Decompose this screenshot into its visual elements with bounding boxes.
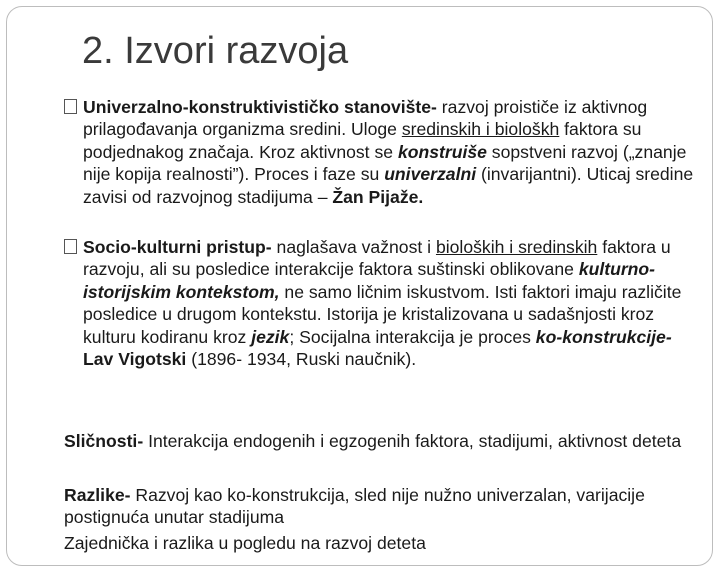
bullet-lead: Socio-kulturni pristup-	[83, 237, 272, 257]
emphasis-text: ko-konstrukcije-	[535, 326, 672, 347]
bullet-lead: Univerzalno-konstruktivističko stanovište-	[83, 97, 437, 117]
emphasis-text: jezik	[251, 326, 290, 347]
emphasis-text: univerzalni	[384, 164, 477, 185]
bullet-text: Univerzalno-konstruktivističko stanovište- razvoj proističe iz aktivnog prilagođavanja organizma sredini. Uloge sredinskih i biološkh faktora su podjednakog značaja. Kroz aktivnost se konstruiše sopstveni razvoj („znanje nije kopija realnosti”). Proces i faze su univerzalni (invarijantni). Uticaj sredine zavisi od razvojnog stadijuma – Žan Pijaže.	[83, 97, 694, 207]
cutoff-text-line: Zajednička i razlika u pogledu na razvoj deteta	[64, 533, 426, 553]
author-name: Lav Vigotski	[83, 349, 187, 370]
bullet-text: Socio-kulturni pristup- naglašava važnost i bioloških i sredinskih faktora u razvoju, ali su posledice interakcije faktora suštinski oblikovane kulturno-istorijskim kontekstom, ne samo ličnim iskustvom. Isti faktori imaju različite posledice u drugom kontekstu. Istorija je kristalizovana u sadašnjosti kroz kulturu kodiranu kroz jezik; Socijalna interakcija je proces ko-konstrukcije- Lav Vigotski (1896- 1934, Ruski naučnik).	[83, 237, 682, 370]
emphasis-text: konstruiše	[397, 141, 487, 162]
bullet-universal-constructivist	[64, 96, 704, 208]
differences-lead: Razlike-	[64, 485, 131, 505]
author-name: Žan Pijaže.	[332, 186, 424, 207]
square-bullet-icon	[64, 99, 77, 114]
bullet-socio-cultural	[64, 236, 704, 370]
slide-title: 2. Izvori razvoja	[82, 30, 349, 72]
emphasis-text: kulturno-istorijskim kontekstom,	[83, 259, 656, 302]
differences-paragraph: Razlike- Razvoj kao ko-konstrukcija, sled nije nužno univerzalan, varijacije postignuća unutar stadijuma	[64, 485, 645, 528]
similarities-paragraph: Sličnosti- Interakcija endogenih i egzogenih faktora, stadijumi, aktivnost deteta	[64, 431, 682, 451]
underlined-text: bioloških i sredinskih	[435, 237, 598, 257]
square-bullet-icon	[64, 239, 77, 254]
underlined-text: sredinskih i biološkh	[401, 119, 560, 140]
similarities-lead: Sličnosti-	[64, 431, 144, 451]
